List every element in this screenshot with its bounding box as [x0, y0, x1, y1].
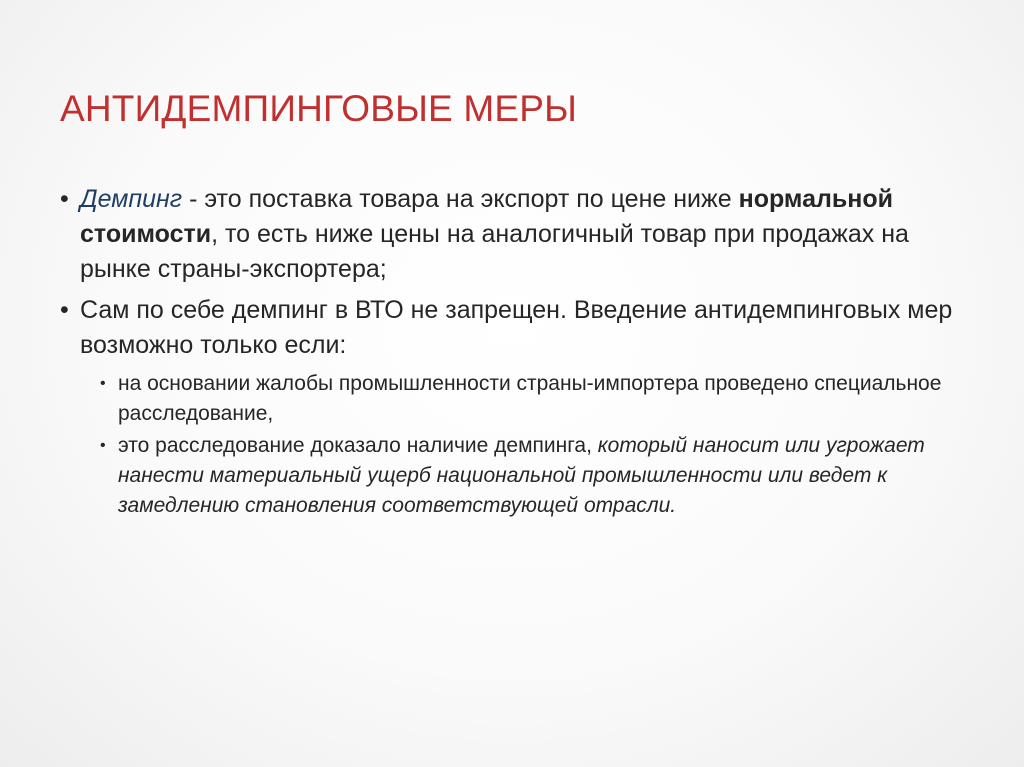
term-dumping: Демпинг: [80, 185, 183, 213]
subbullet-marker: •: [100, 437, 106, 454]
definition-text-end: , то есть ниже цены на аналогичный товар при продажах на рынке страны-экспортера;: [80, 220, 909, 283]
bullet-item-dumping-definition: [60, 182, 980, 287]
bullet-marker: •: [60, 185, 69, 213]
normal-value-phrase: нормальной стоимости: [80, 185, 893, 248]
bullet-marker: •: [60, 296, 69, 324]
bullet-item-wto-conditions: [60, 293, 980, 363]
subbullet-marker: •: [100, 375, 106, 392]
wto-conditions-text: Сам по себе демпинг в ВТО не запрещен. Введение антидемпинговых мер возможно только если:: [80, 296, 953, 359]
proof-text: это расследование доказало наличие демпинга,: [118, 434, 598, 457]
investigation-text: на основании жалобы промышленности страны-импортера проведено специальное расследование,: [118, 372, 942, 425]
slide-content: [60, 182, 980, 523]
definition-text: - это поставка товара на экспорт по цене ниже: [182, 185, 739, 213]
subbullet-item-proof: [100, 431, 980, 521]
slide-title: АНТИДЕМПИНГОВЫЕ МЕРЫ: [60, 88, 578, 129]
subbullet-item-investigation: [100, 369, 980, 429]
conditions-sublist: [100, 369, 980, 521]
injury-text: который наносит или угрожает нанести материальный ущерб национальной промышленности или ведет к замедлению становления соответствующей отрасли.: [118, 434, 925, 517]
